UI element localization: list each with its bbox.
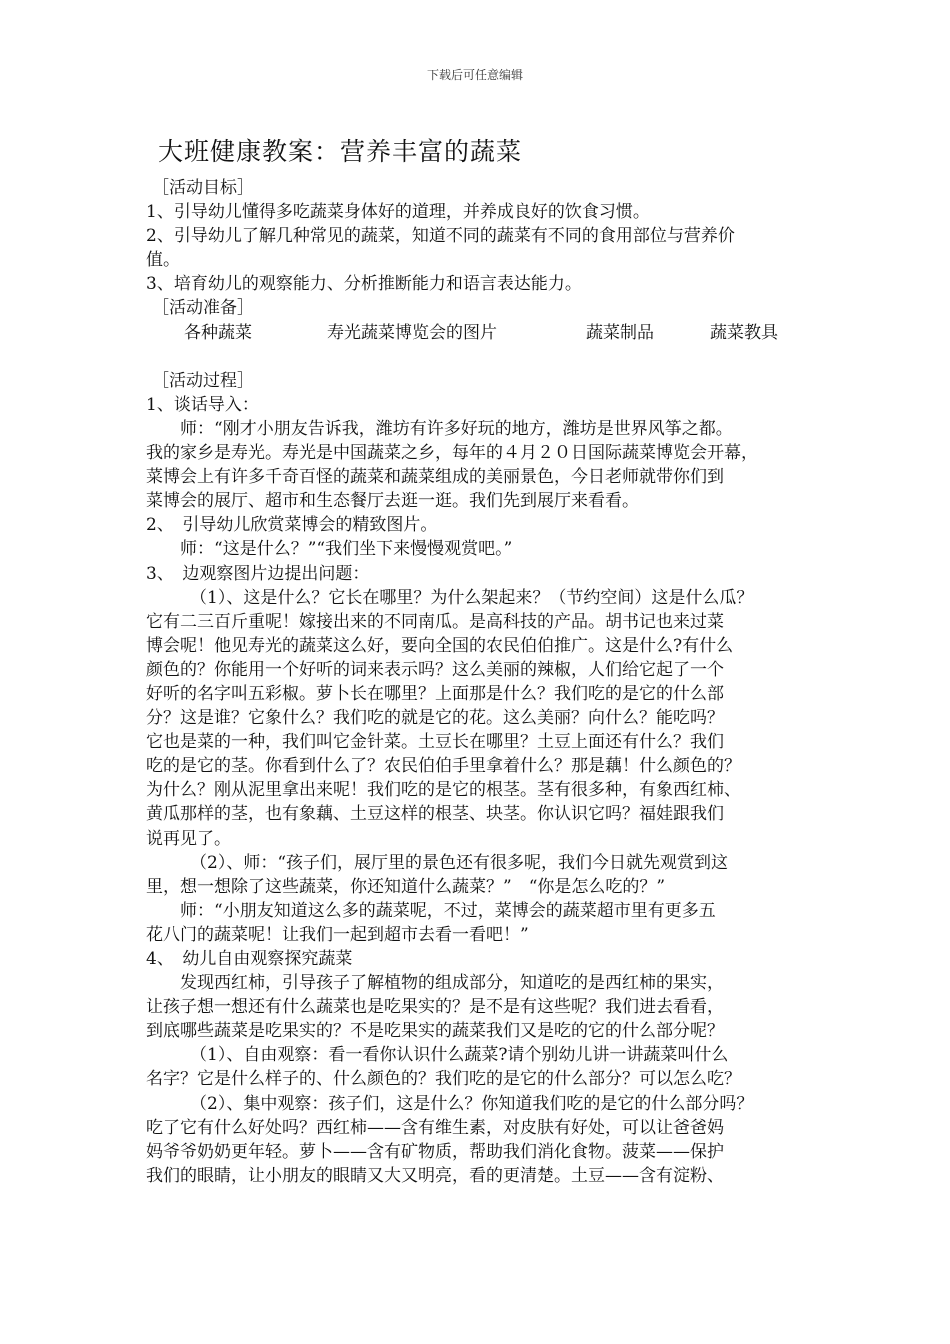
process-line: 分？这是谁？它象什么？我们吃的就是它的花。这么美丽？向什么？能吃吗？ bbox=[146, 708, 724, 729]
process-line: 1、谈话导入： bbox=[146, 394, 259, 415]
process-line: 菜博会的展厅、超市和生态餐厅去逛一逛。我们先到展厅来看看。 bbox=[146, 491, 639, 512]
process-line: 说再见了。 bbox=[146, 828, 231, 849]
prep-heading: ［活动准备］ bbox=[152, 298, 254, 319]
process-line: 4、 幼儿自由观察探究蔬菜 bbox=[146, 949, 353, 969]
process-line: 博会呢！他见寿光的蔬菜这么好，要向全国的农民伯伯推广。这是什么?有什么 bbox=[146, 635, 734, 656]
process-line: 我们的眼睛，让小朋友的眼睛又大又明亮，看的更清楚。土豆——含有淀粉、 bbox=[146, 1165, 724, 1186]
process-line: 好听的名字叫五彩椒。萝卜长在哪里？上面那是什么？我们吃的是它的什么部 bbox=[146, 683, 724, 704]
prep-item: 蔬菜教具 bbox=[710, 322, 778, 343]
process-line: 它也是菜的一种，我们叫它金针菜。土豆长在哪里？土豆上面还有什么？我们 bbox=[146, 732, 724, 753]
goal-item: 1、引导幼儿懂得多吃蔬菜身体好的道理，并养成良好的饮食习惯。 bbox=[146, 202, 650, 223]
goal-item: 2、引导幼儿了解几种常见的蔬菜，知道不同的蔬菜有不同的食用部位与营养价 bbox=[146, 226, 735, 247]
page-title: 大班健康教案：营养丰富的蔬菜 bbox=[158, 137, 523, 166]
prep-item: 各种蔬菜 bbox=[184, 322, 252, 343]
process-line: 师：“小朋友知道这么多的蔬菜呢，不过，菜博会的蔬菜超市里有更多五 bbox=[180, 900, 716, 921]
process-line: 我的家乡是寿光。寿光是中国蔬菜之乡，每年的４月２０日国际蔬菜博览会开幕， bbox=[146, 443, 758, 464]
process-line: 发现西红柿，引导孩子了解植物的组成部分，知道吃的是西红柿的果实， bbox=[180, 973, 724, 994]
goals-heading: ［活动目标］ bbox=[152, 178, 254, 198]
process-line: （1）、自由观察：看一看你认识什么蔬菜?请个别幼儿讲一讲蔬菜叫什么 bbox=[190, 1045, 729, 1066]
process-line: 里，想一想除了这些蔬菜，你还知道什么蔬菜？” “你是怎么吃的？” bbox=[146, 876, 666, 897]
header-note: 下载后可任意编辑 bbox=[426, 68, 523, 82]
process-line: 花八门的蔬菜呢！让我们一起到超市去看一看吧！” bbox=[146, 924, 529, 945]
process-line: 到底哪些蔬菜是吃果实的？不是吃果实的蔬菜我们又是吃的它的什么部分呢？ bbox=[146, 1021, 724, 1042]
prep-items-row bbox=[146, 321, 826, 345]
process-line: 它有二三百斤重呢！嫁接出来的不同南瓜。是高科技的产品。胡书记也来过菜 bbox=[146, 611, 724, 632]
goal-item: 值。 bbox=[146, 250, 180, 271]
process-line: 吃了它有什么好处吗？西红柿——含有维生素，对皮肤有好处，可以让爸爸妈 bbox=[146, 1117, 724, 1138]
process-line: （2）、师：“孩子们，展厅里的景色还有很多呢，我们今日就先观赏到这 bbox=[190, 852, 729, 873]
document-body bbox=[146, 176, 826, 1188]
process-line: （1）、这是什么？它长在哪里？为什么架起来？（节约空间）这是什么瓜？ bbox=[190, 587, 754, 608]
process-heading: ［活动过程］ bbox=[152, 370, 254, 391]
blank-line bbox=[146, 345, 826, 369]
process-line: 师：“这是什么？”“我们坐下来慢慢观赏吧。” bbox=[180, 539, 513, 560]
process-line: 让孩子想一想还有什么蔬菜也是吃果实的？是不是有这些呢？我们进去看看， bbox=[146, 997, 724, 1018]
process-line: 2、 引导幼儿欣赏菜博会的精致图片。 bbox=[146, 515, 438, 536]
prep-item: 寿光蔬菜博览会的图片 bbox=[327, 322, 497, 343]
process-body bbox=[146, 393, 826, 1188]
process-line: 名字？它是什么样子的、什么颜色的？我们吃的是它的什么部分？可以怎么吃？ bbox=[146, 1069, 741, 1090]
process-line: 黄瓜那样的茎，也有象藕、土豆这样的根茎、块茎。你认识它吗？福娃跟我们 bbox=[146, 804, 724, 825]
process-line: 颜色的？你能用一个好听的词来表示吗？这么美丽的辣椒，人们给它起了一个 bbox=[146, 659, 724, 680]
process-line: 吃的是它的茎。你看到什么了？农民伯伯手里拿着什么？那是藕！什么颜色的？ bbox=[146, 756, 741, 777]
process-line: （2）、集中观察：孩子们，这是什么？你知道我们吃的是它的什么部分吗？ bbox=[190, 1093, 754, 1114]
process-line: 妈爷爷奶奶更年轻。萝卜——含有矿物质，帮助我们消化食物。菠菜——保护 bbox=[146, 1141, 724, 1162]
process-line: 师：“刚才小朋友告诉我，潍坊有许多好玩的地方，潍坊是世界风筝之都。 bbox=[180, 418, 733, 439]
process-line: 菜博会上有许多千奇百怪的蔬菜和蔬菜组成的美丽景色，今日老师就带你们到 bbox=[146, 467, 724, 488]
process-line: 为什么？刚从泥里拿出来呢！我们吃的是它的根茎。茎有很多种，有象西红柿、 bbox=[146, 780, 741, 801]
prep-item: 蔬菜制品 bbox=[586, 322, 654, 343]
process-line: 3、 边观察图片边提出问题： bbox=[146, 563, 370, 584]
goal-item: 3、培育幼儿的观察能力、分析推断能力和语言表达能力。 bbox=[146, 274, 582, 295]
